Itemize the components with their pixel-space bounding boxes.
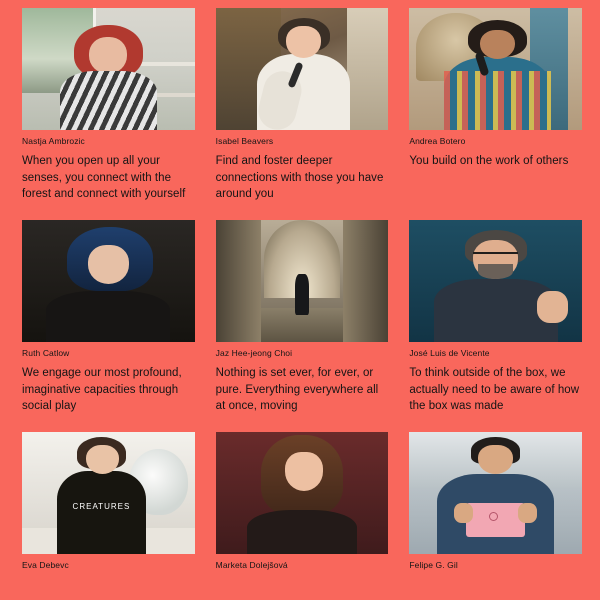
- profile-name: Jaz Hee-jeong Choi: [215, 348, 293, 359]
- profile-card[interactable]: [409, 432, 582, 577]
- profile-photo: [409, 8, 582, 130]
- profile-photo: [22, 432, 195, 554]
- profile-card[interactable]: [22, 220, 195, 414]
- profile-photo: [216, 8, 389, 130]
- shirt-text: CREATURES: [72, 501, 131, 511]
- profile-quote: Find and foster deeper connections with those you have around you: [215, 155, 384, 200]
- profile-quote: When you open up all your senses, you connect with the forest and connect with yourself: [22, 155, 186, 200]
- profile-photo: [216, 220, 389, 342]
- profile-name: Andrea Botero: [409, 136, 466, 146]
- profile-card[interactable]: [22, 432, 195, 577]
- profile-photo: [216, 432, 389, 554]
- profile-quote: To think outside of the box, we actually need to be aware of how the box was made: [409, 367, 580, 413]
- profile-quote: You build on the work of others: [409, 155, 569, 168]
- profile-card[interactable]: [216, 432, 389, 577]
- profile-name: José Luis de Vicente: [409, 348, 490, 359]
- profile-card[interactable]: [409, 220, 582, 414]
- profile-name: Felipe G. Gil: [409, 560, 458, 571]
- profile-name: Eva Debevc: [22, 560, 69, 571]
- profile-name: Marketa Dolejšová: [215, 560, 288, 571]
- profile-card[interactable]: [22, 8, 195, 202]
- profile-card[interactable]: [216, 220, 389, 414]
- profile-photo: [409, 432, 582, 554]
- profile-quote: We engage our most profound, imaginative capacities through social play: [22, 367, 182, 413]
- profile-name: Ruth Catlow: [22, 348, 70, 359]
- profile-card[interactable]: [216, 8, 389, 202]
- profile-name: Nastja Ambrozic: [22, 136, 85, 146]
- profile-quote: Nothing is set ever, for ever, or pure. Everything everywhere all at once, moving: [215, 367, 379, 413]
- profile-name: Isabel Beavers: [215, 136, 274, 146]
- profile-photo: [409, 220, 582, 342]
- profile-photo: [22, 8, 195, 130]
- profile-card[interactable]: [409, 8, 582, 202]
- profile-photo: [22, 220, 195, 342]
